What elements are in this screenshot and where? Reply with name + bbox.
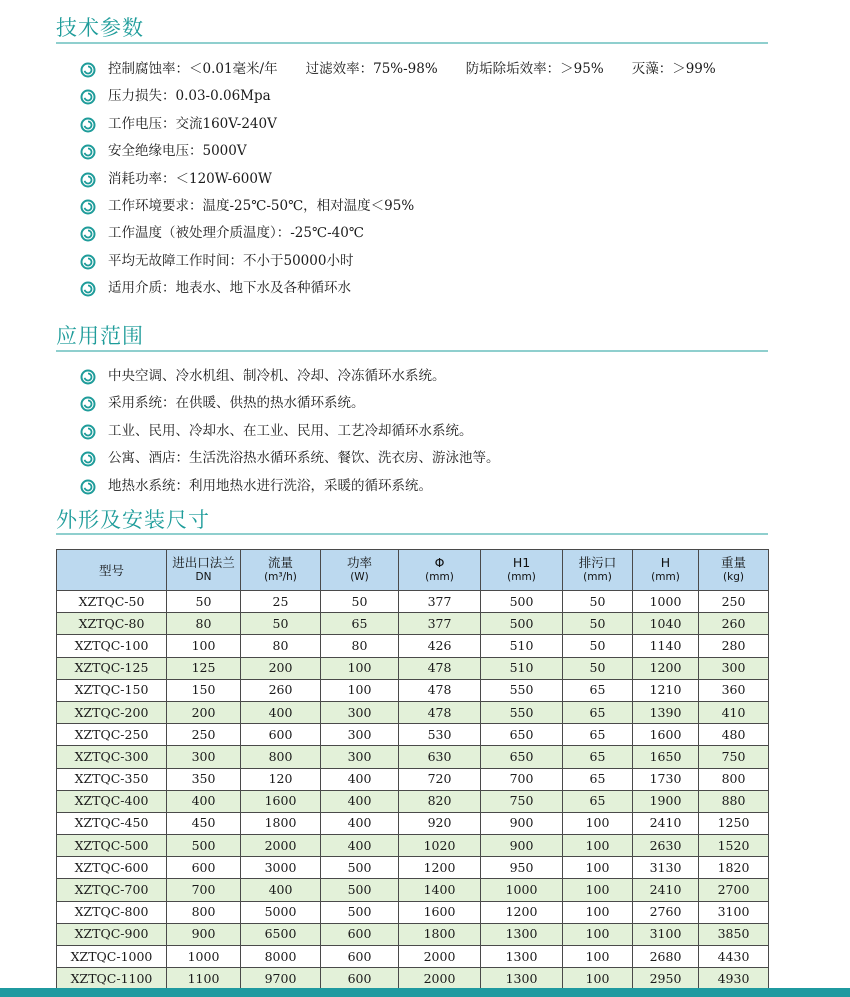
table-cell: 200 bbox=[241, 657, 321, 679]
table-cell: 1200 bbox=[633, 657, 699, 679]
table-row bbox=[57, 746, 769, 768]
column-header-unit: (m³/h) bbox=[264, 571, 297, 583]
tech-param-item bbox=[80, 275, 716, 302]
table-cell: 6500 bbox=[241, 923, 321, 945]
table-cell: 478 bbox=[399, 679, 481, 701]
table-cell: 500 bbox=[321, 879, 399, 901]
table-cell: 100 bbox=[167, 635, 241, 657]
table-cell: 50 bbox=[563, 613, 633, 635]
spiral-bullet-icon bbox=[80, 226, 96, 242]
table-cell: 800 bbox=[699, 768, 769, 790]
install-rule bbox=[56, 533, 768, 535]
table-cell: 100 bbox=[321, 657, 399, 679]
table-cell: 950 bbox=[481, 857, 563, 879]
item-text: 安全绝缘电压：5000V bbox=[108, 143, 247, 160]
table-cell: 4430 bbox=[699, 946, 769, 968]
table-cell: 50 bbox=[321, 591, 399, 613]
spiral-bullet-icon bbox=[80, 369, 96, 385]
table-cell: XZTQC-1000 bbox=[57, 946, 167, 968]
table-cell: 2950 bbox=[633, 968, 699, 990]
table-cell: 2410 bbox=[633, 879, 699, 901]
table-row bbox=[57, 812, 769, 834]
item-text: 工作电压：交流160V-240V bbox=[108, 115, 277, 132]
column-header-label: 功率 bbox=[346, 555, 372, 570]
table-cell: 550 bbox=[481, 679, 563, 701]
table-cell: 3100 bbox=[699, 901, 769, 923]
table-cell: 1140 bbox=[633, 635, 699, 657]
table-cell: 100 bbox=[563, 901, 633, 923]
spiral-bullet-icon bbox=[80, 424, 96, 440]
table-cell: 400 bbox=[241, 701, 321, 723]
column-header bbox=[633, 550, 699, 591]
column-header bbox=[57, 550, 167, 591]
table-cell: 50 bbox=[563, 657, 633, 679]
spiral-bullet-icon bbox=[80, 199, 96, 215]
table-cell: XZTQC-350 bbox=[57, 768, 167, 790]
table-cell: 50 bbox=[241, 613, 321, 635]
application-item bbox=[80, 390, 500, 417]
item-text: 地热水系统：利用地热水进行洗浴，采暖的循环系统。 bbox=[108, 477, 432, 494]
spiral-bullet-icon bbox=[80, 451, 96, 467]
table-cell: 400 bbox=[321, 835, 399, 857]
table-cell: 50 bbox=[563, 635, 633, 657]
column-header-unit: (kg) bbox=[723, 571, 744, 583]
table-cell: 700 bbox=[167, 879, 241, 901]
application-item bbox=[80, 418, 500, 445]
item-text: 中央空调、冷水机组、制冷机、冷却、冷冻循环水系统。 bbox=[108, 368, 446, 384]
item-text: 采用系统：在供暖、供热的热水循环系统。 bbox=[108, 395, 365, 412]
column-header bbox=[321, 550, 399, 591]
table-cell: 260 bbox=[241, 679, 321, 701]
item-text: 压力损失：0.03-0.06Mpa bbox=[108, 88, 271, 105]
table-row bbox=[57, 657, 769, 679]
table-cell: 1000 bbox=[633, 591, 699, 613]
table-cell: 426 bbox=[399, 635, 481, 657]
column-header bbox=[167, 550, 241, 591]
table-cell: XZTQC-100 bbox=[57, 635, 167, 657]
tech-params-rule bbox=[56, 42, 768, 44]
table-cell: XZTQC-300 bbox=[57, 746, 167, 768]
tech-param-item bbox=[80, 220, 716, 247]
table-cell: 478 bbox=[399, 701, 481, 723]
table-cell: 1650 bbox=[633, 746, 699, 768]
table-cell: XZTQC-1100 bbox=[57, 968, 167, 990]
table-cell: 300 bbox=[321, 701, 399, 723]
table-cell: 125 bbox=[167, 657, 241, 679]
table-cell: 100 bbox=[321, 679, 399, 701]
table-cell: 400 bbox=[321, 812, 399, 834]
item-text: 工作温度（被处理介质温度）：-25℃-40℃ bbox=[108, 225, 364, 242]
table-cell: 1520 bbox=[699, 835, 769, 857]
table-cell: 880 bbox=[699, 790, 769, 812]
table-cell: 65 bbox=[563, 701, 633, 723]
tech-param-item bbox=[80, 138, 716, 165]
table-cell: 478 bbox=[399, 657, 481, 679]
column-header-unit: (W) bbox=[350, 571, 369, 583]
table-cell: 1300 bbox=[481, 946, 563, 968]
table-row bbox=[57, 790, 769, 812]
table-cell: 2000 bbox=[399, 968, 481, 990]
table-cell: 350 bbox=[167, 768, 241, 790]
table-cell: 1000 bbox=[481, 879, 563, 901]
table-cell: 360 bbox=[699, 679, 769, 701]
table-cell: 200 bbox=[167, 701, 241, 723]
application-list bbox=[80, 363, 500, 500]
table-cell: 80 bbox=[167, 613, 241, 635]
table-cell: XZTQC-900 bbox=[57, 923, 167, 945]
table-cell: 120 bbox=[241, 768, 321, 790]
tech-param-item bbox=[80, 111, 716, 138]
spec-text: 过滤效率：75%-98% bbox=[305, 61, 438, 77]
table-cell: XZTQC-600 bbox=[57, 857, 167, 879]
column-header-unit: (mm) bbox=[507, 571, 536, 583]
table-cell: 8000 bbox=[241, 946, 321, 968]
table-cell: 4930 bbox=[699, 968, 769, 990]
table-cell: 50 bbox=[563, 591, 633, 613]
spec-text: 灭藻：＞99% bbox=[631, 61, 716, 77]
table-cell: 410 bbox=[699, 701, 769, 723]
table-cell: 750 bbox=[481, 790, 563, 812]
spiral-bullet-icon bbox=[80, 172, 96, 188]
table-cell: 2680 bbox=[633, 946, 699, 968]
table-cell: 1600 bbox=[399, 901, 481, 923]
table-cell: 500 bbox=[321, 857, 399, 879]
table-row bbox=[57, 768, 769, 790]
table-cell: 3850 bbox=[699, 923, 769, 945]
install-title: 外形及安装尺寸 bbox=[56, 508, 210, 532]
table-cell: 1800 bbox=[399, 923, 481, 945]
table-cell: 820 bbox=[399, 790, 481, 812]
table-cell: 80 bbox=[321, 635, 399, 657]
item-text: 适用介质：地表水、地下水及各种循环水 bbox=[108, 280, 351, 297]
application-item bbox=[80, 363, 500, 390]
column-header-label: Φ bbox=[434, 555, 445, 570]
table-cell: 1200 bbox=[481, 901, 563, 923]
table-cell: 500 bbox=[481, 591, 563, 613]
spec-table-header bbox=[57, 550, 769, 591]
table-cell: 1250 bbox=[699, 812, 769, 834]
table-cell: 650 bbox=[481, 724, 563, 746]
table-cell: 700 bbox=[481, 768, 563, 790]
table-cell: 65 bbox=[563, 679, 633, 701]
table-cell: 1210 bbox=[633, 679, 699, 701]
table-cell: XZTQC-150 bbox=[57, 679, 167, 701]
table-row bbox=[57, 701, 769, 723]
table-cell: 1020 bbox=[399, 835, 481, 857]
table-cell: 1600 bbox=[241, 790, 321, 812]
spiral-bullet-icon bbox=[80, 396, 96, 412]
column-header-label: 排污口 bbox=[578, 555, 617, 570]
table-cell: 80 bbox=[241, 635, 321, 657]
table-cell: 100 bbox=[563, 923, 633, 945]
table-cell: 250 bbox=[167, 724, 241, 746]
table-cell: 900 bbox=[167, 923, 241, 945]
table-cell: 300 bbox=[321, 724, 399, 746]
table-cell: 100 bbox=[563, 946, 633, 968]
column-header bbox=[481, 550, 563, 591]
table-cell: 100 bbox=[563, 857, 633, 879]
spiral-bullet-icon bbox=[80, 254, 96, 270]
application-title: 应用范围 bbox=[56, 324, 144, 348]
table-cell: 100 bbox=[563, 812, 633, 834]
table-row bbox=[57, 835, 769, 857]
table-cell: 750 bbox=[699, 746, 769, 768]
column-header bbox=[563, 550, 633, 591]
table-cell: 1300 bbox=[481, 923, 563, 945]
table-cell: XZTQC-200 bbox=[57, 701, 167, 723]
spec-text: 控制腐蚀率：＜0.01毫米/年 bbox=[108, 61, 278, 77]
table-cell: 377 bbox=[399, 613, 481, 635]
table-cell: XZTQC-250 bbox=[57, 724, 167, 746]
table-cell: 100 bbox=[563, 968, 633, 990]
column-header bbox=[399, 550, 481, 591]
table-cell: 377 bbox=[399, 591, 481, 613]
table-cell: 450 bbox=[167, 812, 241, 834]
table-cell: 1040 bbox=[633, 613, 699, 635]
table-cell: 1200 bbox=[399, 857, 481, 879]
item-text: 工作环境要求：温度-25℃-50℃，相对温度＜95% bbox=[108, 197, 415, 214]
table-cell: 400 bbox=[321, 768, 399, 790]
table-cell: 1390 bbox=[633, 701, 699, 723]
table-cell: 3100 bbox=[633, 923, 699, 945]
table-cell: 400 bbox=[241, 879, 321, 901]
table-cell: 400 bbox=[167, 790, 241, 812]
table-cell: 100 bbox=[563, 879, 633, 901]
tech-params-list bbox=[80, 56, 716, 303]
spiral-bullet-icon bbox=[80, 62, 96, 78]
table-cell: 600 bbox=[321, 923, 399, 945]
column-header bbox=[241, 550, 321, 591]
spiral-bullet-icon bbox=[80, 89, 96, 105]
table-row bbox=[57, 946, 769, 968]
table-cell: 100 bbox=[563, 835, 633, 857]
spec-text: 防垢除垢效率：＞95% bbox=[465, 61, 604, 77]
table-cell: 280 bbox=[699, 635, 769, 657]
table-cell: 300 bbox=[321, 746, 399, 768]
spec-table-body bbox=[57, 591, 769, 990]
table-cell: 900 bbox=[481, 812, 563, 834]
table-cell: 1000 bbox=[167, 946, 241, 968]
table-cell: 2630 bbox=[633, 835, 699, 857]
table-row bbox=[57, 857, 769, 879]
table-cell: 1100 bbox=[167, 968, 241, 990]
spec-table bbox=[56, 549, 769, 990]
column-header-unit: DN bbox=[195, 571, 212, 583]
item-text: 工业、民用、冷却水、在工业、民用、工艺冷却循环水系统。 bbox=[108, 422, 473, 439]
item-text: 公寓、酒店：生活洗浴热水循环系统、餐饮、洗衣房、游泳池等。 bbox=[108, 450, 500, 467]
application-item bbox=[80, 473, 500, 500]
application-item bbox=[80, 445, 500, 472]
tech-param-item bbox=[80, 56, 716, 83]
tech-param-item bbox=[80, 83, 716, 110]
column-header bbox=[699, 550, 769, 591]
item-text: 平均无故障工作时间：不小于50000小时 bbox=[108, 252, 354, 269]
table-cell: 65 bbox=[563, 790, 633, 812]
table-cell: XZTQC-400 bbox=[57, 790, 167, 812]
table-cell: 2410 bbox=[633, 812, 699, 834]
table-cell: 500 bbox=[321, 901, 399, 923]
table-cell: 2760 bbox=[633, 901, 699, 923]
table-row bbox=[57, 879, 769, 901]
tech-param-item bbox=[80, 248, 716, 275]
table-row bbox=[57, 724, 769, 746]
table-row bbox=[57, 635, 769, 657]
application-rule bbox=[56, 350, 768, 352]
table-cell: 9700 bbox=[241, 968, 321, 990]
table-cell: 300 bbox=[167, 746, 241, 768]
table-cell: 1800 bbox=[241, 812, 321, 834]
table-cell: 5000 bbox=[241, 901, 321, 923]
table-cell: XZTQC-500 bbox=[57, 835, 167, 857]
table-cell: 3130 bbox=[633, 857, 699, 879]
table-cell: 25 bbox=[241, 591, 321, 613]
table-row bbox=[57, 968, 769, 990]
table-cell: 530 bbox=[399, 724, 481, 746]
table-cell: 2000 bbox=[241, 835, 321, 857]
table-cell: 1600 bbox=[633, 724, 699, 746]
column-header-label: 重量 bbox=[720, 555, 746, 570]
table-cell: 400 bbox=[321, 790, 399, 812]
table-cell: 500 bbox=[167, 835, 241, 857]
table-cell: 600 bbox=[321, 968, 399, 990]
table-cell: 65 bbox=[563, 746, 633, 768]
table-cell: 1900 bbox=[633, 790, 699, 812]
tech-param-item bbox=[80, 193, 716, 220]
table-cell: XZTQC-50 bbox=[57, 591, 167, 613]
table-cell: 1730 bbox=[633, 768, 699, 790]
table-cell: 1400 bbox=[399, 879, 481, 901]
tech-param-item bbox=[80, 166, 716, 193]
table-cell: XZTQC-80 bbox=[57, 613, 167, 635]
table-cell: 2000 bbox=[399, 946, 481, 968]
table-cell: 800 bbox=[241, 746, 321, 768]
table-cell: XZTQC-700 bbox=[57, 879, 167, 901]
table-cell: 1820 bbox=[699, 857, 769, 879]
tech-params-title: 技术参数 bbox=[56, 16, 144, 40]
table-cell: 2700 bbox=[699, 879, 769, 901]
column-header-label: 进出口法兰 bbox=[172, 555, 235, 570]
table-cell: 65 bbox=[563, 768, 633, 790]
column-header-unit: (mm) bbox=[425, 571, 454, 583]
table-cell: 600 bbox=[167, 857, 241, 879]
table-cell: XZTQC-800 bbox=[57, 901, 167, 923]
table-cell: 650 bbox=[481, 746, 563, 768]
spiral-bullet-icon bbox=[80, 479, 96, 495]
table-cell: 1300 bbox=[481, 968, 563, 990]
table-cell: 630 bbox=[399, 746, 481, 768]
item-text: 消耗功率：＜120W-600W bbox=[108, 170, 272, 187]
table-row bbox=[57, 591, 769, 613]
table-cell: 600 bbox=[321, 946, 399, 968]
table-cell: 3000 bbox=[241, 857, 321, 879]
table-cell: XZTQC-125 bbox=[57, 657, 167, 679]
bottom-bar bbox=[0, 988, 850, 997]
table-row bbox=[57, 613, 769, 635]
column-header-label: H1 bbox=[512, 555, 531, 570]
table-cell: 480 bbox=[699, 724, 769, 746]
table-cell: 550 bbox=[481, 701, 563, 723]
table-row bbox=[57, 923, 769, 945]
spiral-bullet-icon bbox=[80, 281, 96, 297]
table-cell: 720 bbox=[399, 768, 481, 790]
table-cell: 510 bbox=[481, 635, 563, 657]
table-cell: XZTQC-450 bbox=[57, 812, 167, 834]
column-header-label: 流量 bbox=[267, 555, 293, 570]
column-header-unit: (mm) bbox=[583, 571, 612, 583]
table-cell: 65 bbox=[321, 613, 399, 635]
spiral-bullet-icon bbox=[80, 144, 96, 160]
table-cell: 500 bbox=[481, 613, 563, 635]
table-cell: 900 bbox=[481, 835, 563, 857]
column-header-unit: (mm) bbox=[651, 571, 680, 583]
table-cell: 50 bbox=[167, 591, 241, 613]
table-cell: 150 bbox=[167, 679, 241, 701]
table-cell: 600 bbox=[241, 724, 321, 746]
table-cell: 300 bbox=[699, 657, 769, 679]
table-cell: 510 bbox=[481, 657, 563, 679]
column-header-label: 型号 bbox=[98, 562, 124, 578]
table-row bbox=[57, 901, 769, 923]
column-header-label: H bbox=[660, 555, 671, 570]
table-cell: 260 bbox=[699, 613, 769, 635]
spiral-bullet-icon bbox=[80, 117, 96, 133]
table-cell: 800 bbox=[167, 901, 241, 923]
table-cell: 65 bbox=[563, 724, 633, 746]
table-cell: 250 bbox=[699, 591, 769, 613]
table-row bbox=[57, 679, 769, 701]
table-cell: 920 bbox=[399, 812, 481, 834]
